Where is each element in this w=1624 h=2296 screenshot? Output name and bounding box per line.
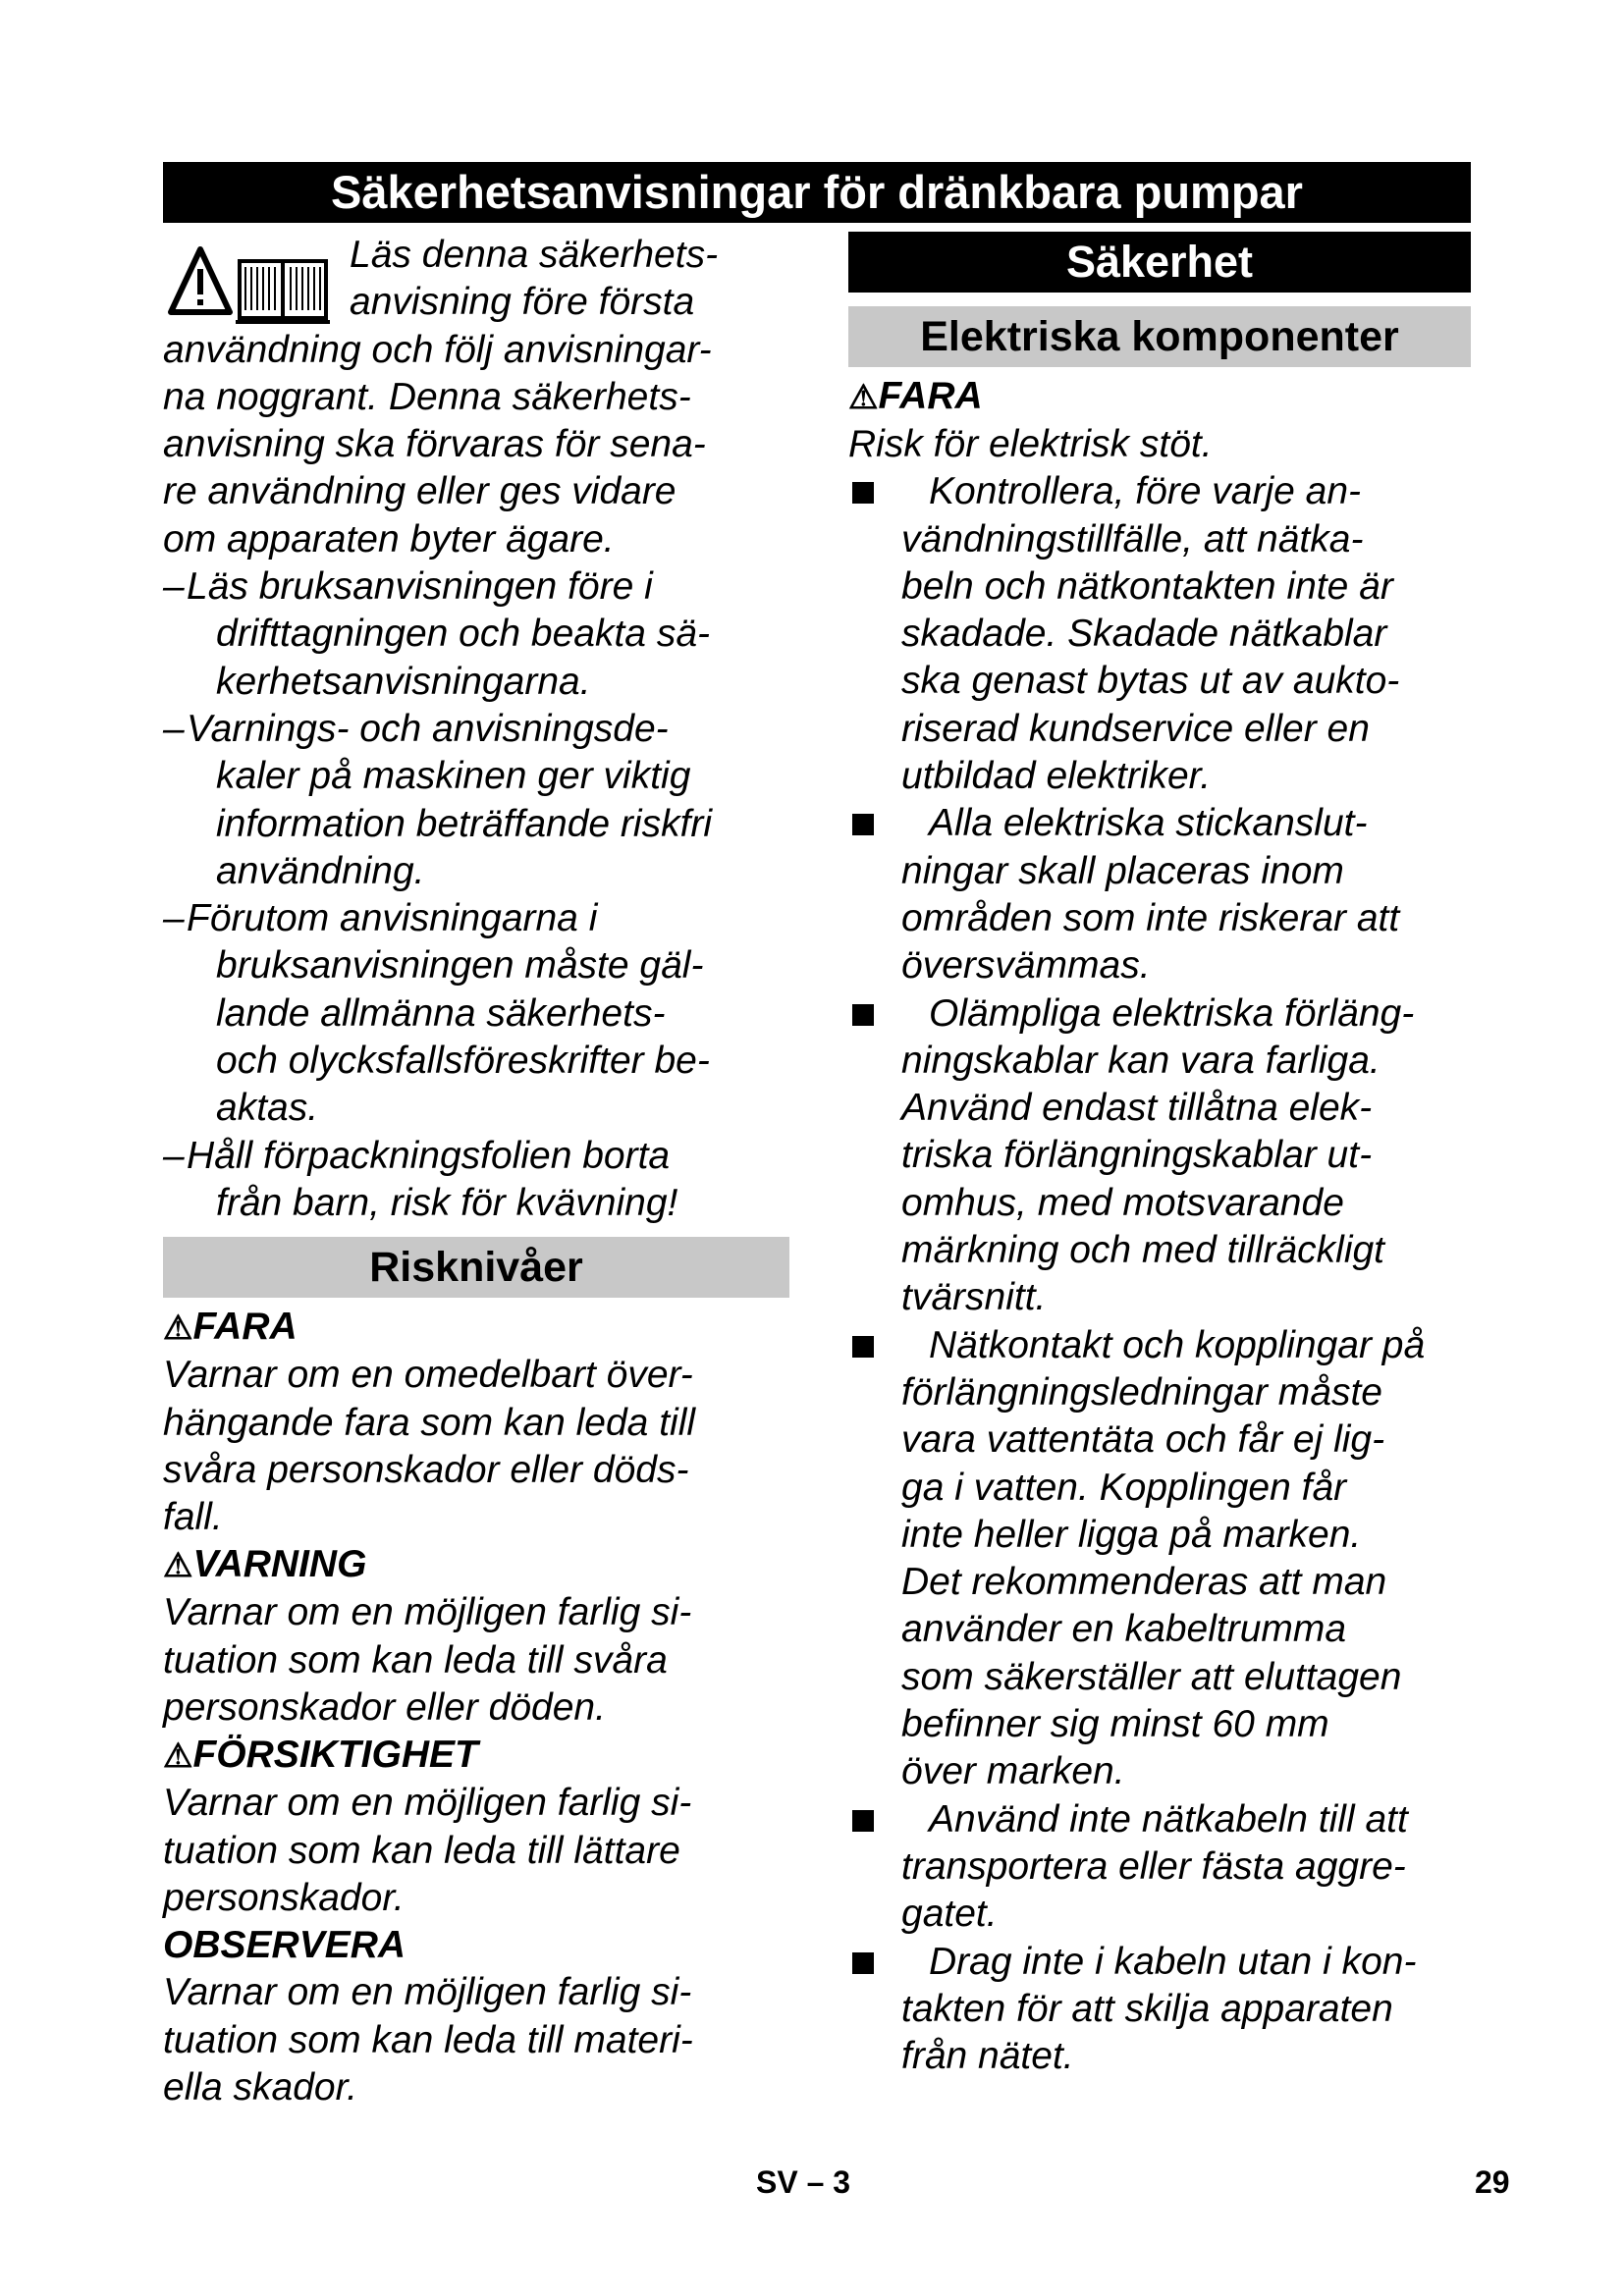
warning-read-manual-icon bbox=[167, 241, 334, 326]
bullet-line: använder en kabeltrumma bbox=[901, 1608, 1347, 1651]
bullet-line: utbildad elektriker. bbox=[901, 755, 1212, 798]
intro-line: na noggrant. Denna säkerhets- bbox=[163, 375, 691, 418]
risk-level-danger bbox=[163, 1304, 789, 1541]
risk-level-caution bbox=[163, 1732, 789, 1922]
bullet-item bbox=[848, 1939, 1487, 2081]
bullet-line: över marken. bbox=[901, 1750, 1125, 1793]
danger-text: Risk för elektrisk stöt. bbox=[848, 423, 1213, 465]
dash-item-line: kaler på maskinen ger viktig bbox=[216, 755, 691, 798]
dash-item-line: och olycksfallsföreskrifter be- bbox=[216, 1040, 710, 1083]
intro-line: användning och följ anvisningar- bbox=[163, 328, 712, 371]
bullet-square-icon bbox=[852, 482, 874, 504]
bullet-line: Det rekommenderas att man bbox=[901, 1561, 1387, 1604]
risk-text-line: Varnar om en möjligen farlig si- bbox=[163, 1782, 692, 1825]
dash-list-item: – Läs bruksanvisningen före i drifttagningen och beakta sä- kerhetsanvisningarna. bbox=[163, 563, 789, 706]
dash-item-line: från barn, risk för kvävning! bbox=[216, 1181, 678, 1224]
bullet-line: Olämpliga elektriska förläng- bbox=[929, 991, 1415, 1035]
risk-label: FÖRSIKTIGHET bbox=[192, 1734, 478, 1777]
bullet-line: Kontrollera, före varje an- bbox=[929, 470, 1362, 513]
intro-paragraph bbox=[163, 232, 789, 563]
bullet-line: ska genast bytas ut av aukto- bbox=[901, 660, 1400, 703]
intro-line: anvisning före första bbox=[350, 281, 695, 324]
bullet-square-icon bbox=[852, 1952, 874, 1974]
bullet-line: gatet. bbox=[901, 1893, 998, 1936]
risk-text-line: personskador eller döden. bbox=[163, 1686, 606, 1730]
bullet-line: som säkerställer att eluttagen bbox=[901, 1655, 1402, 1698]
dash-item-line: Varnings- och anvisningsde- bbox=[187, 707, 669, 750]
intro-line: re användning eller ges vidare bbox=[163, 470, 677, 513]
page-title-banner: Säkerhetsanvisningar för dränkbara pumpar bbox=[163, 162, 1471, 223]
risk-text-line: Varnar om en möjligen farlig si- bbox=[163, 1971, 692, 2014]
risk-label: FARA bbox=[192, 1306, 298, 1349]
intro-line: anvisning ska förvaras för sena- bbox=[163, 423, 706, 466]
bullet-square-icon bbox=[852, 814, 874, 835]
bullet-line: märkning och med tillräckligt bbox=[901, 1229, 1385, 1272]
bullet-line: ningskablar kan vara farliga. bbox=[901, 1039, 1380, 1082]
bullet-line: omhus, med motsvarande bbox=[901, 1181, 1344, 1224]
dash-item-line: kerhetsanvisningarna. bbox=[216, 660, 591, 703]
risk-text-line: ella skador. bbox=[163, 2065, 357, 2109]
bullet-line: ningar skall placeras inom bbox=[901, 849, 1344, 892]
risk-label: OBSERVERA bbox=[163, 1924, 406, 1967]
warning-triangle-icon: ⚠ bbox=[163, 1309, 193, 1348]
bullet-line: beln och nätkontakten inte är bbox=[901, 564, 1393, 608]
bullet-line: vändningstillfälle, att nätka- bbox=[901, 517, 1364, 561]
warning-triangle-icon: ⚠ bbox=[163, 1547, 193, 1585]
bullet-line: Använd endast tillåtna elek- bbox=[901, 1087, 1373, 1130]
bullet-item bbox=[848, 990, 1487, 1322]
bullet-line: riserad kundservice eller en bbox=[901, 707, 1370, 750]
page-code: SV – 3 bbox=[756, 2164, 851, 2200]
dash-item-line: aktas. bbox=[216, 1087, 319, 1130]
bullet-line: områden som inte riskerar att bbox=[901, 896, 1400, 939]
bullet-item bbox=[848, 1796, 1487, 1939]
safety-heading: Säkerhet bbox=[848, 232, 1471, 293]
electrical-components-heading: Elektriska komponenter bbox=[848, 306, 1471, 367]
bullet-square-icon bbox=[852, 1336, 874, 1358]
risk-text-line: fall. bbox=[163, 1496, 223, 1539]
risk-label: VARNING bbox=[192, 1543, 367, 1586]
left-column bbox=[163, 232, 789, 2111]
risk-level-warning bbox=[163, 1541, 789, 1732]
dash-item-line: Läs bruksanvisningen före i bbox=[187, 565, 653, 609]
dash-list-item: – Förutom anvisningarna i bruksanvisningen måste gäl- lande allmänna säkerhets- och olycksfallsföreskrifter be- aktas. bbox=[163, 895, 789, 1132]
dash-item-line: bruksanvisningen måste gäl- bbox=[216, 944, 704, 988]
bullet-item bbox=[848, 1322, 1487, 1796]
warning-triangle-icon: ⚠ bbox=[848, 379, 879, 416]
bullet-line: takten för att skilja apparaten bbox=[901, 1987, 1393, 2030]
bullet-item bbox=[848, 468, 1487, 800]
bullet-item bbox=[848, 800, 1487, 989]
dash-list-item: – Håll förpackningsfolien borta från barn, risk för kvävning! bbox=[163, 1133, 789, 1228]
bullet-line: Nätkontakt och kopplingar på bbox=[929, 1323, 1426, 1366]
bullet-line: transportera eller fästa aggre- bbox=[901, 1844, 1406, 1888]
bullet-line: från nätet. bbox=[901, 2035, 1074, 2078]
risk-text-line: svåra personskador eller döds- bbox=[163, 1448, 689, 1491]
dash-item-line: användning. bbox=[216, 849, 425, 892]
bullet-line: Använd inte nätkabeln till att bbox=[929, 1797, 1408, 1841]
dash-list-item: – Varnings- och anvisningsde- kaler på maskinen ger viktig information beträffande riskfri användning. bbox=[163, 706, 789, 895]
risk-text-line: tuation som kan leda till svåra bbox=[163, 1638, 668, 1682]
risk-text-line: personskador. bbox=[163, 1876, 405, 1919]
bullet-line: tvärsnitt. bbox=[901, 1276, 1047, 1319]
bullet-line: befinner sig minst 60 mm bbox=[901, 1703, 1329, 1746]
risk-level-notice bbox=[163, 1922, 789, 2111]
risk-text-line: hängande fara som kan leda till bbox=[163, 1401, 696, 1444]
bullet-line: triska förlängningskablar ut- bbox=[901, 1134, 1373, 1177]
page-number: 29 bbox=[1475, 2164, 1510, 2200]
risk-text-line: tuation som kan leda till lättare bbox=[163, 1829, 680, 1872]
right-column bbox=[848, 232, 1487, 2080]
bullet-line: vara vattentäta och får ej lig- bbox=[901, 1418, 1385, 1462]
risk-text-line: Varnar om en omedelbart över- bbox=[163, 1354, 693, 1397]
dash-item-line: Förutom anvisningarna i bbox=[187, 897, 598, 940]
risk-text-line: tuation som kan leda till materi- bbox=[163, 2018, 693, 2061]
danger-label: FARA bbox=[878, 375, 983, 417]
bullet-line: skadade. Skadade nätkablar bbox=[901, 613, 1387, 656]
risk-text-line: Varnar om en möjligen farlig si- bbox=[163, 1591, 692, 1634]
bullet-line: ga i vatten. Kopplingen får bbox=[901, 1466, 1347, 1509]
dash-item-line: Håll förpackningsfolien borta bbox=[187, 1134, 671, 1177]
bullet-line: inte heller ligga på marken. bbox=[901, 1513, 1362, 1556]
dash-item-line: information beträffande riskfri bbox=[216, 802, 713, 845]
risk-levels-heading: Risknivåer bbox=[163, 1237, 789, 1298]
intro-line: Läs denna säkerhets- bbox=[350, 234, 719, 276]
bullet-line: Drag inte i kabeln utan i kon- bbox=[929, 1940, 1417, 1983]
warning-triangle-icon: ⚠ bbox=[163, 1737, 193, 1776]
bullet-square-icon bbox=[852, 1810, 874, 1832]
bullet-line: översvämmas. bbox=[901, 944, 1151, 988]
dash-item-line: drifttagningen och beakta sä- bbox=[216, 613, 711, 656]
bullet-square-icon bbox=[852, 1004, 874, 1026]
intro-line: om apparaten byter ägare. bbox=[163, 517, 615, 561]
bullet-line: förlängningsledningar måste bbox=[901, 1370, 1382, 1414]
dash-item-line: lande allmänna säkerhets- bbox=[216, 991, 666, 1035]
bullet-line: Alla elektriska stickanslut- bbox=[929, 802, 1368, 845]
